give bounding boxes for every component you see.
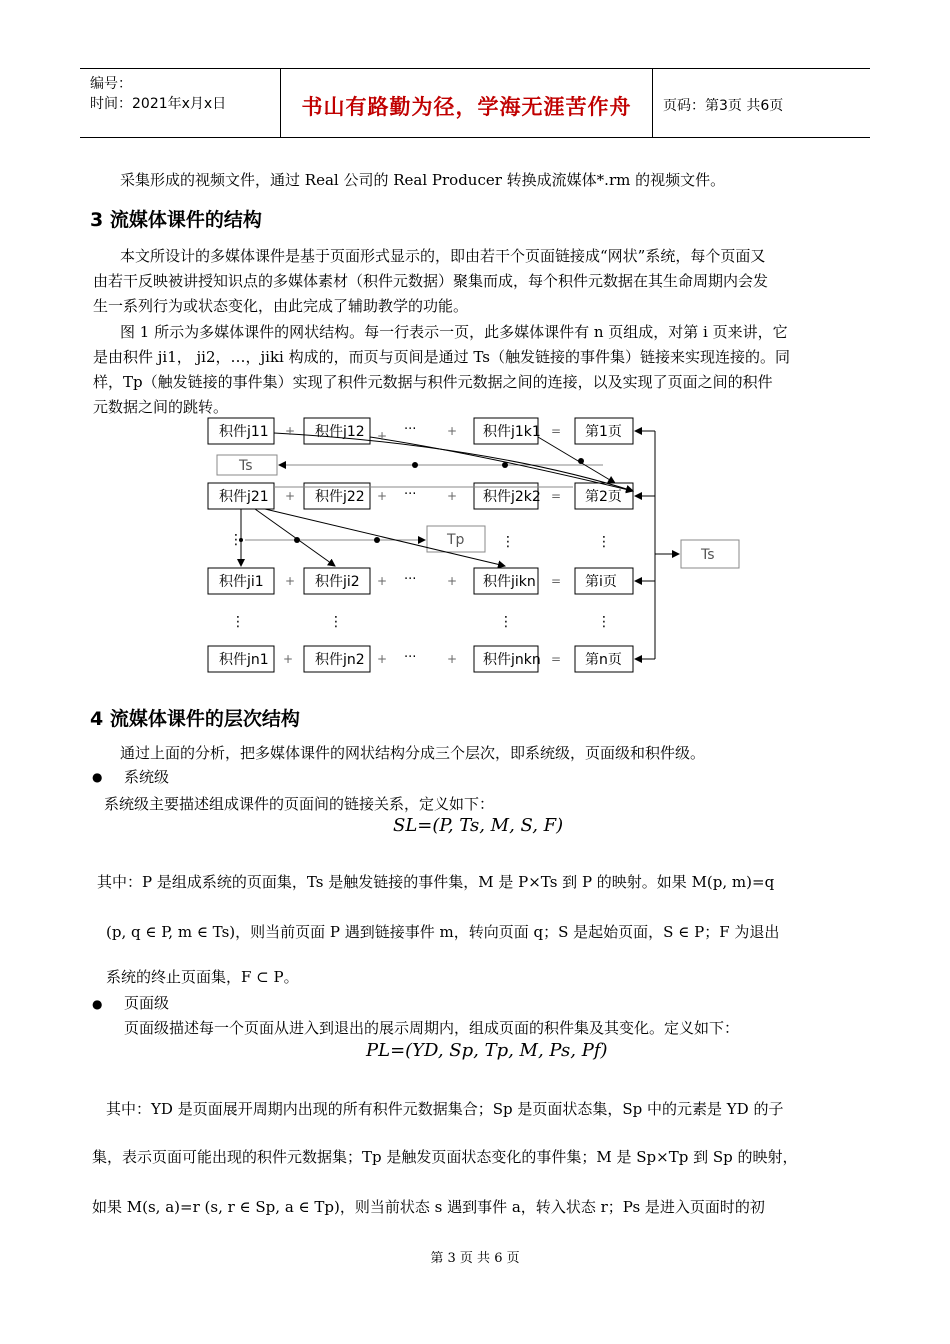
label-jnkn: 积件jnkn <box>483 652 541 668</box>
op-equals: = <box>551 424 562 438</box>
label-jn1: 积件jn1 <box>219 652 269 668</box>
bullet-page-level: 页面级 <box>124 994 170 1012</box>
paragraph-5-line-1: 其中：P 是组成系统的页面集，Ts 是触发链接的事件集，M 是 P×Ts 到 P 的映射。如果 M(p, m)=q <box>97 873 775 891</box>
paragraph-2-line-4: 元数据之间的跳转。 <box>93 398 229 416</box>
paragraph-5-line-3: 系统的终止页面集，F ⊂ P。 <box>106 968 299 986</box>
paragraph-5-line-2: (p, q ∈ P, m ∈ Ts)，则当前页面 P 遇到链接事件 m，转向页面 q；S 是起始页面，S ∈ P；F 为退出 <box>106 923 780 941</box>
label-page-2: 第2页 <box>585 489 622 505</box>
ellipsis: ··· <box>404 487 417 502</box>
op-equals: = <box>551 652 562 666</box>
label-page-n: 第n页 <box>585 652 622 668</box>
bullet-dot: ● <box>92 770 103 784</box>
paragraph-2-line-2: 是由积件 ji1， ji2，…，jiki 构成的，而页与页间是通过 Ts（触发链接的事件集）链接来实现连接的。同 <box>93 348 791 366</box>
label-ts-right: Ts <box>701 547 715 563</box>
vdots: ⋮ <box>229 532 243 548</box>
label-jn2: 积件jn2 <box>315 652 365 668</box>
network-structure-diagram <box>205 415 745 677</box>
formula-pl: PL=(YD, Sp, Tp, M, Ps, Pf) <box>366 1040 608 1061</box>
op-plus: + <box>285 489 296 503</box>
op-plus: + <box>283 652 294 666</box>
label-j22: 积件j22 <box>315 489 365 505</box>
label-ji1: 积件ji1 <box>219 574 264 590</box>
bullet-system-level: 系统级 <box>124 768 170 786</box>
paragraph-7-line-1: 其中：YD 是页面展开周期内出现的所有积件元数据集合；Sp 是页面状态集，Sp 中的元素是 YD 的子 <box>106 1100 784 1118</box>
label-j12: 积件j12 <box>315 424 365 440</box>
label-page-i: 第i页 <box>585 574 617 590</box>
ellipsis: ··· <box>404 422 417 437</box>
label-jikn: 积件jikn <box>483 574 536 590</box>
label-j21: 积件j21 <box>219 489 269 505</box>
header-motto: 书山有路勤为径，学海无涯苦作舟 <box>301 95 632 119</box>
page-header <box>80 68 870 138</box>
label-j11: 积件j11 <box>219 424 269 440</box>
op-plus: + <box>285 574 296 588</box>
vdots: ⋮ <box>329 614 343 630</box>
vdots: ⋮ <box>597 614 611 630</box>
op-equals: = <box>551 489 562 503</box>
paragraph-1-line-3: 生一系列行为或状态变化，由此完成了辅助教学的功能。 <box>93 297 469 315</box>
vdots: ⋮ <box>499 614 513 630</box>
op-plus: + <box>447 489 458 503</box>
bullet-dot: ● <box>92 997 103 1011</box>
paragraph-1-line-1: 本文所设计的多媒体课件是基于页面形式显示的，即由若干个页面链接成“网状”系统，每个页面又 <box>120 247 766 265</box>
paragraph-1-line-2: 由若干反映被讲授知识点的多媒体素材（积件元数据）聚集而成，每个积件元数据在其生命周期内会发 <box>93 272 769 290</box>
label-j2k2: 积件j2k2 <box>483 489 541 505</box>
paragraph-7-line-3: 如果 M(s, a)=r (s, r ∈ Sp, a ∈ Tp)，则当前状态 s 遇到事件 a，转入状态 r；Ps 是进入页面时的初 <box>92 1198 765 1216</box>
paragraph-intro: 采集形成的视频文件，通过 Real 公司的 Real Producer 转换成流媒体*.rm 的视频文件。 <box>120 171 726 189</box>
header-date: 时间：2021年x月x日 <box>90 96 227 112</box>
op-plus: + <box>447 652 458 666</box>
paragraph-2-line-1: 图 1 所示为多媒体课件的网状结构。每一行表示一页，此多媒体课件有 n 页组成，对第 i 页来讲，它 <box>120 323 788 341</box>
header-page-cell <box>653 69 870 137</box>
formula-sl: SL=(P, Ts, M, S, F) <box>393 815 564 836</box>
op-plus: + <box>377 489 388 503</box>
op-plus: + <box>447 424 458 438</box>
op-plus: + <box>377 574 388 588</box>
section-heading-3: 3 流媒体课件的结构 <box>90 209 262 231</box>
header-number: 编号： <box>90 76 132 92</box>
paragraph-3: 通过上面的分析，把多媒体课件的网状结构分成三个层次，即系统级，页面级和积件级。 <box>120 744 706 762</box>
page-footer: 第 3 页 共 6 页 <box>430 1251 520 1266</box>
op-plus: + <box>447 574 458 588</box>
label-j1k1: 积件j1k1 <box>483 424 541 440</box>
label-tp: Tp <box>447 532 465 548</box>
header-motto-cell <box>281 69 653 137</box>
label-page-1: 第1页 <box>585 424 622 440</box>
label-ts-left: Ts <box>239 458 253 474</box>
section-heading-4: 4 流媒体课件的层次结构 <box>90 708 300 730</box>
paragraph-4: 系统级主要描述组成课件的页面间的链接关系，定义如下： <box>104 795 495 813</box>
paragraph-6: 页面级描述每一个页面从进入到退出的展示周期内，组成页面的积件集及其变化。定义如下： <box>124 1019 740 1037</box>
op-plus: + <box>285 424 296 438</box>
ellipsis: ··· <box>404 572 417 587</box>
vdots: ⋮ <box>231 614 245 630</box>
header-meta <box>80 69 281 137</box>
vdots: ⋮ <box>597 534 611 550</box>
op-equals: = <box>551 574 562 588</box>
op-plus: + <box>377 652 388 666</box>
label-ji2: 积件ji2 <box>315 574 360 590</box>
vdots: ⋮ <box>501 534 515 550</box>
paragraph-2-line-3: 样，Tp（触发链接的事件集）实现了积件元数据与积件元数据之间的连接，以及实现了页面之间的积件 <box>93 373 773 391</box>
op-plus: + <box>377 429 388 443</box>
header-page-code: 页码：第3页 共6页 <box>663 98 784 114</box>
ellipsis: ··· <box>404 650 417 665</box>
paragraph-7-line-2: 集，表示页面可能出现的积件元数据集；Tp 是触发页面状态变化的事件集；M 是 Sp×Tp 到 Sp 的映射， <box>92 1148 798 1166</box>
